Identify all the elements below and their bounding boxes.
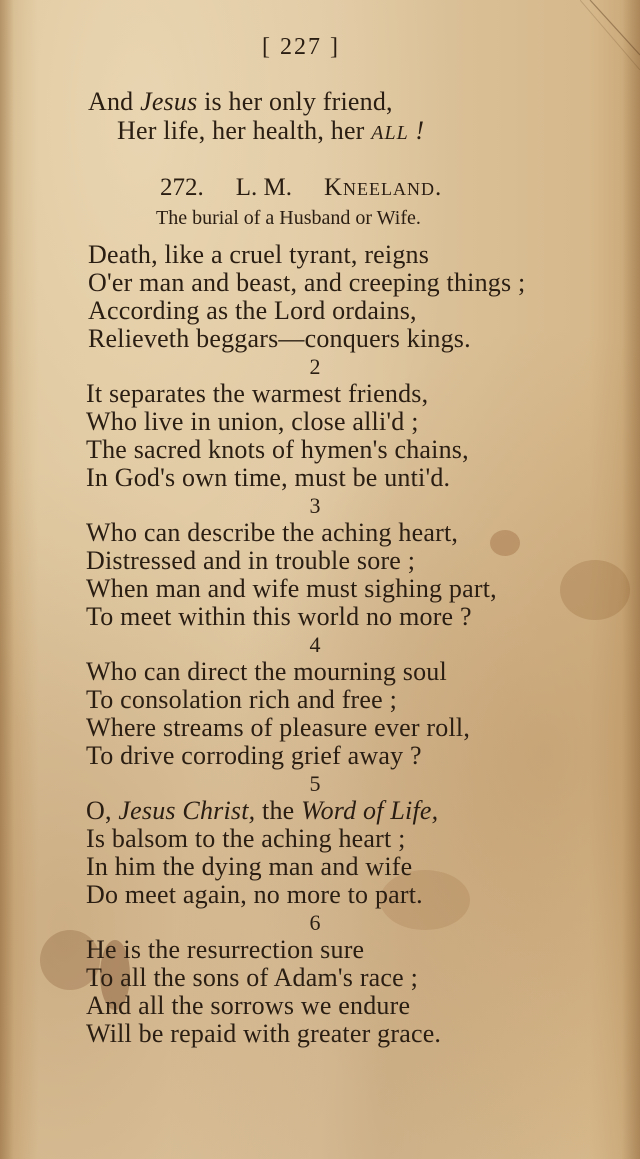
hymn-heading: [160, 174, 442, 202]
stanza-6-line-2: To all the sons of Adam's race ;: [86, 963, 419, 992]
stanza-5-line-3: In him the dying man and wife: [86, 852, 413, 881]
stanza-1-line-3: According as the Lord ordains,: [88, 296, 417, 325]
stanza-3-line-1: Who can describe the aching heart,: [86, 518, 459, 547]
stanza-4-line-1: Who can direct the mourning soul: [86, 657, 447, 686]
hymn-number: 272.: [160, 174, 204, 201]
stanza-4-line-3: Where streams of pleasure ever roll,: [86, 713, 471, 742]
preceding-hymn-line-2: [117, 117, 424, 147]
stanza-2-line-1: It separates the warmest friends,: [86, 379, 429, 408]
stanza-6-line-3: And all the sorrows we endure: [86, 991, 411, 1020]
text-segment: O,: [86, 796, 119, 825]
stanza-3-line-3: When man and wife must sighing part,: [86, 574, 497, 603]
stanza-1-line-2: O'er man and beast, and creeping things ;: [88, 268, 526, 297]
stanza-5-line-2: Is balsom to the aching heart ;: [86, 824, 406, 853]
text-segment: And: [88, 87, 141, 116]
stanza-4-line-2: To consolation rich and free ;: [86, 685, 398, 714]
stanza-2-line-2: Who live in union, close alli'd ;: [86, 407, 419, 436]
stanza-6-number: 6: [309, 910, 321, 935]
text-segment: Her life, her health, her: [117, 116, 372, 145]
preceding-hymn-line-1: [88, 88, 393, 116]
stanza-5-number: 5: [309, 771, 321, 796]
stanza-1-line-4: Relieveth beggars—conquers kings.: [88, 324, 471, 353]
page-number: [ 227 ]: [262, 34, 340, 60]
stanza-6-line-1: He is the resurrection sure: [86, 935, 365, 964]
corner-fold-icon: [580, 0, 640, 70]
text-segment: the: [255, 796, 302, 825]
stanza-2-number: 2: [309, 354, 321, 379]
stanza-2-line-3: The sacred knots of hymen's chains,: [86, 435, 469, 464]
stanza-4-line-4: To drive corroding grief away ?: [86, 741, 422, 770]
stanza-4-number: 4: [309, 632, 321, 657]
hymn-meter: L. M.: [235, 174, 292, 201]
hymn-title: The burial of a Husband or Wife.: [156, 207, 421, 229]
small-caps-segment: ALL: [371, 122, 409, 144]
stanza-3-line-4: To meet within this world no more ?: [86, 602, 472, 631]
stanza-2-line-4: In God's own time, must be unti'd.: [86, 463, 451, 492]
stanza-5-line-1: [86, 797, 438, 825]
stanza-3-number: 3: [309, 493, 321, 518]
stanza-5-line-4: Do meet again, no more to part.: [86, 880, 423, 909]
paper-stain: [490, 530, 520, 556]
italic-segment: Word of Life,: [301, 796, 439, 825]
text-segment: is her only friend,: [197, 87, 393, 116]
text-segment: !: [408, 116, 425, 145]
italic-segment: Jesus: [140, 87, 198, 116]
italic-segment: Jesus Christ,: [118, 796, 256, 825]
page-edge-shadow-left: [0, 0, 14, 1159]
stanza-6-line-4: Will be repaid with greater grace.: [86, 1019, 442, 1048]
hymn-tune: Kneeland.: [324, 174, 443, 201]
paper-stain: [560, 560, 630, 620]
stanza-3-line-2: Distressed and in trouble sore ;: [86, 546, 416, 575]
stanza-1-line-1: Death, like a cruel tyrant, reigns: [88, 240, 430, 269]
